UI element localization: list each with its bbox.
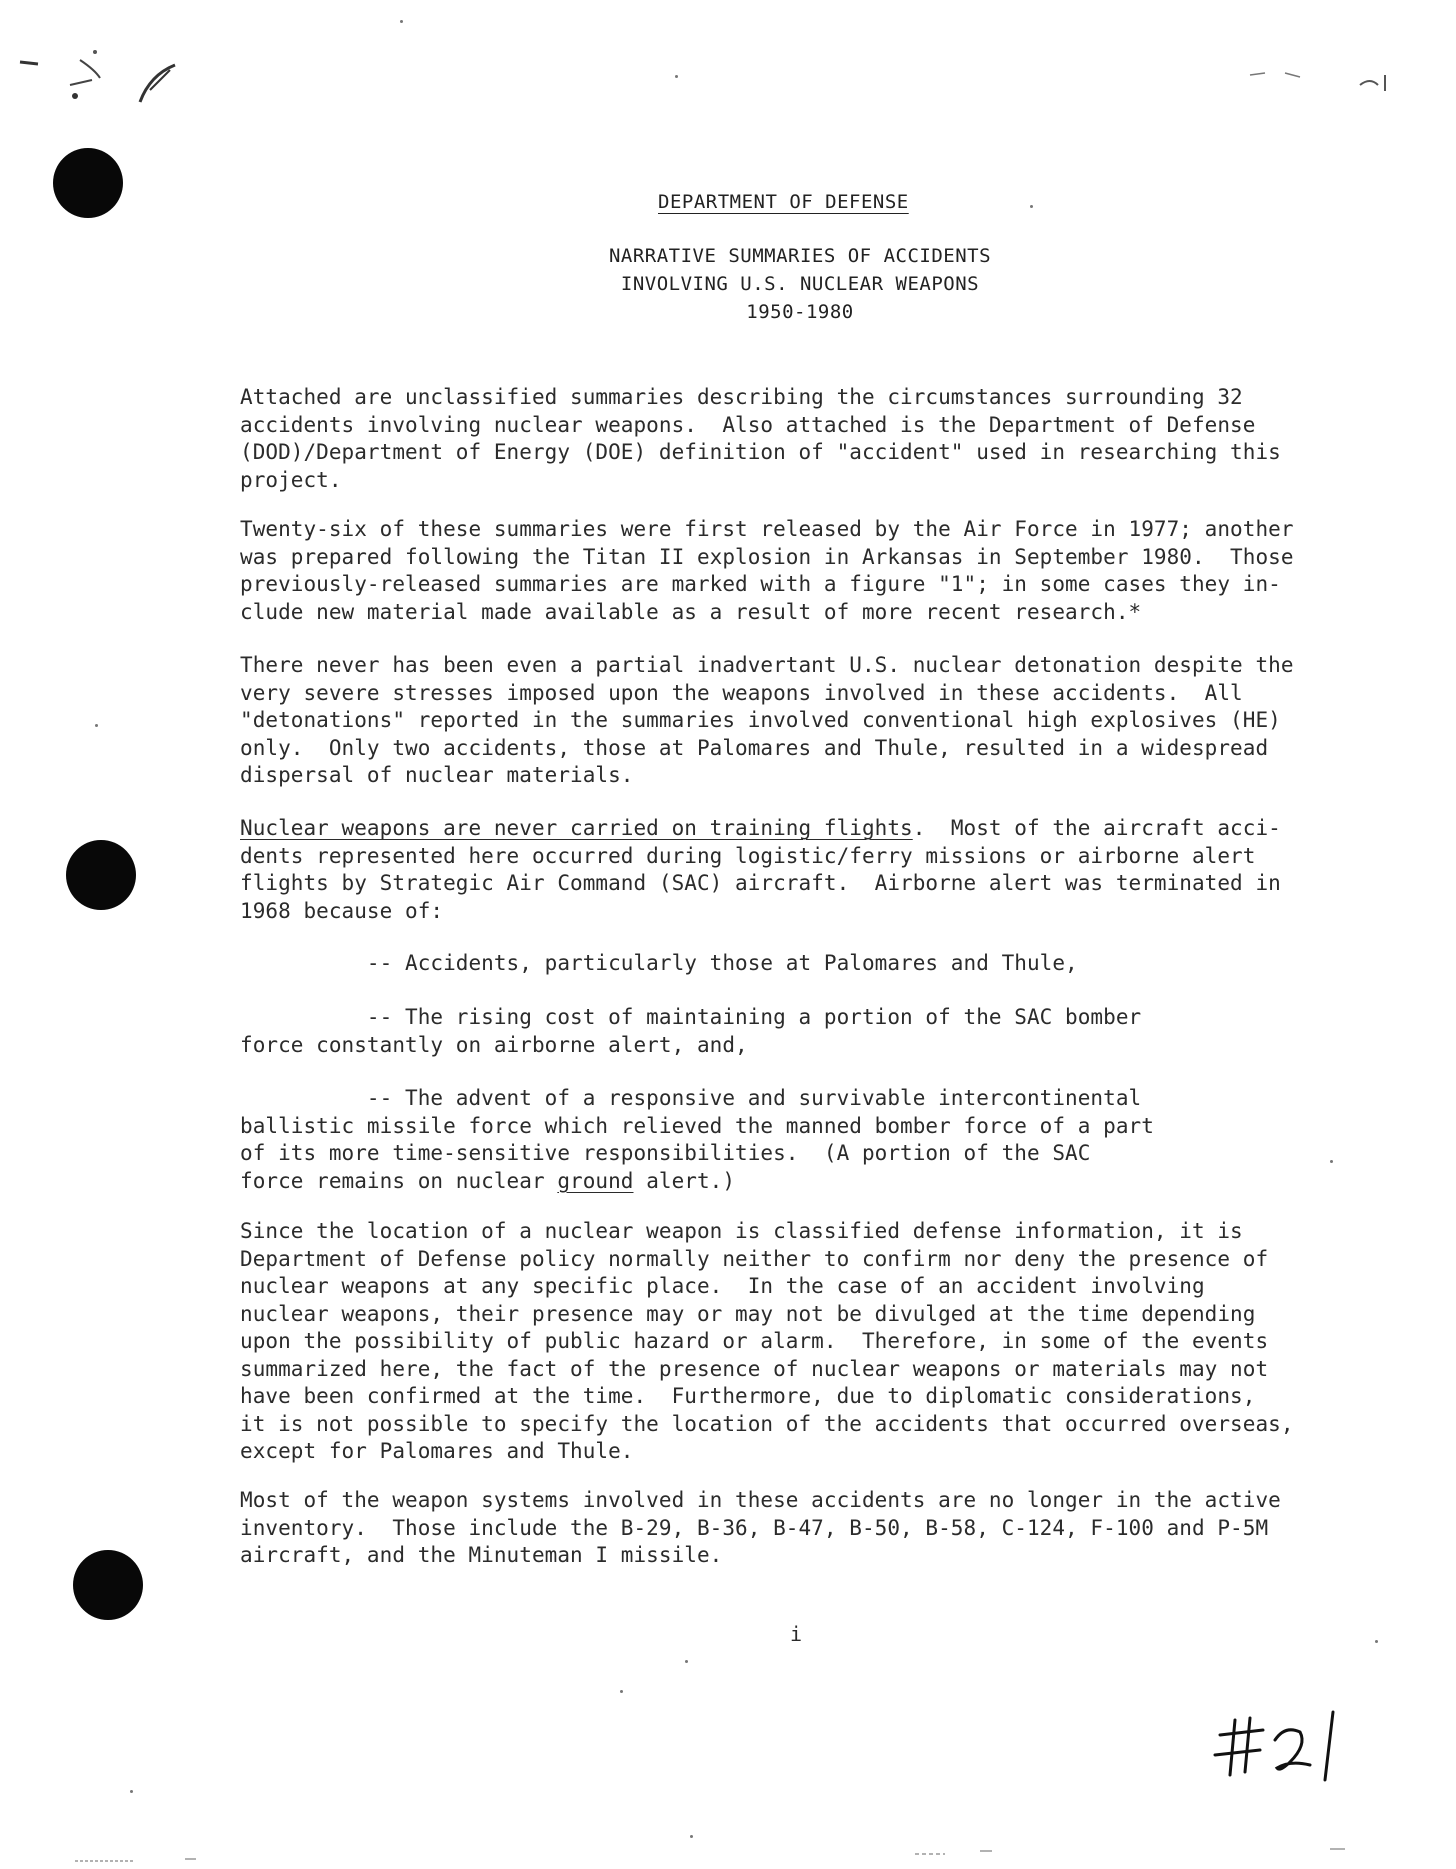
text-line: Department of Defense policy normally neither to confirm nor deny the presence of [240,1246,1269,1271]
paragraph-no-detonation [240,652,1370,790]
text-line: inventory. Those include the B-29, B-36, B-47, B-50, B-58, C-124, F-100 and P-5M [240,1515,1269,1540]
text-line: There never has been even a partial inadvertant U.S. nuclear detonation despite the [240,653,1294,677]
title-line-1: NARRATIVE SUMMARIES OF ACCIDENTS [608,245,992,267]
bullet-rising-cost [240,1004,1370,1059]
text-line: (DOD)/Department of Energy (DOE) definition of "accident" used in researching this [240,440,1281,464]
underlined-statement: Nuclear weapons are never carried on training flights [240,816,913,840]
text-line: except for Palomares and Thule. [240,1439,634,1463]
text-line: was prepared following the Titan II explosion in Arkansas in September 1980. Those [240,544,1294,569]
text-line: force constantly on airborne alert, and, [240,1032,748,1057]
paragraph-attached-summaries [240,384,1370,494]
scan-speck [675,75,678,78]
text-line: nuclear weapons, their presence may or may not be divulged at the time depending [240,1301,1256,1326]
scan-artifact-marks-top-right [1240,55,1440,115]
text-line: -- Accidents, particularly those at Palomares and Thule, [240,951,1078,975]
text-line: Since the location of a nuclear weapon is classified defense information, it is [240,1219,1243,1243]
scan-speck [685,1660,688,1663]
bullet-missile-force [240,1085,1370,1195]
paragraph-classified-location [240,1218,1370,1466]
text-line: aircraft, and the Minuteman I missile. [240,1543,723,1567]
document-title [530,242,1070,326]
punch-hole-middle [66,840,136,910]
text-line: it is not possible to specify the location of the accidents that occurred overseas, [240,1411,1294,1436]
underlined-word: ground [557,1168,634,1193]
department-heading: DEPARTMENT OF DEFENSE [658,191,909,213]
text-line: clude new material made available as a result of more recent research.* [240,599,1142,624]
paragraph-training-flights [240,815,1370,925]
scan-artifact-marks-bottom [0,1829,1456,1869]
text-line: dents represented here occurred during logistic/ferry missions or airborne alert [240,843,1256,868]
text-line: very severe stresses imposed upon the weapons involved in these accidents. All [240,680,1243,705]
title-line-2: INVOLVING U.S. NUCLEAR WEAPONS [620,273,980,295]
handwritten-annotation-21 [1205,1700,1355,1790]
bullet-accidents [240,950,1370,978]
text-line: dispersal of nuclear materials. [240,763,634,787]
paragraph-weapon-systems [240,1487,1370,1570]
text-line: upon the possibility of public hazard or alarm. Therefore, in some of the events [240,1329,1269,1353]
page-number: i [790,1622,803,1646]
punch-hole-bottom [73,1550,143,1620]
text-line: have been confirmed at the time. Furthermore, due to diplomatic considerations, [240,1384,1256,1408]
text-line: accidents involving nuclear weapons. Also attached is the Department of Defense [240,412,1256,437]
text-line: force remains on nuclear ground alert.) [240,1168,736,1193]
scan-speck [620,1690,623,1693]
text-line: -- The rising cost of maintaining a portion of the SAC bomber [240,1005,1142,1029]
text-line: "detonations" reported in the summaries involved conventional high explosives (HE) [240,708,1281,732]
scan-speck [1375,1640,1378,1643]
text-line: ballistic missile force which relieved the manned bomber force of a part [240,1113,1154,1138]
text-line: flights by Strategic Air Command (SAC) aircraft. Airborne alert was terminated in [240,871,1281,895]
scan-artifact-marks-top-left [0,40,220,160]
text-line: nuclear weapons at any specific place. In the case of an accident involving [240,1274,1205,1298]
text-line: Twenty-six of these summaries were first released by the Air Force in 1977; another [240,517,1294,541]
text-line: -- The advent of a responsive and survivable intercontinental [240,1086,1142,1110]
scan-speck [1030,205,1033,208]
scan-speck [400,20,403,23]
text-line: summarized here, the fact of the presence of nuclear weapons or materials may not [240,1356,1269,1381]
text-line: only. Only two accidents, those at Palomares and Thule, resulted in a widespread [240,735,1269,760]
text-line: Attached are unclassified summaries describing the circumstances surrounding 32 [240,385,1243,409]
scan-speck [130,1790,133,1793]
scan-speck [95,724,98,727]
text-line: Nuclear weapons are never carried on training flights. Most of the aircraft acci- [240,816,1281,840]
text-line: 1968 because of: [240,898,444,923]
text-line: of its more time-sensitive responsibilities. (A portion of the SAC [240,1141,1091,1165]
paragraph-twenty-six-summaries [240,516,1370,626]
text-line: Most of the weapon systems involved in these accidents are no longer in the active [240,1488,1281,1512]
text-line: project. [240,467,342,492]
title-date-range: 1950-1980 [746,301,854,323]
text-line: previously-released summaries are marked with a figure "1"; in some cases they in- [240,572,1281,596]
